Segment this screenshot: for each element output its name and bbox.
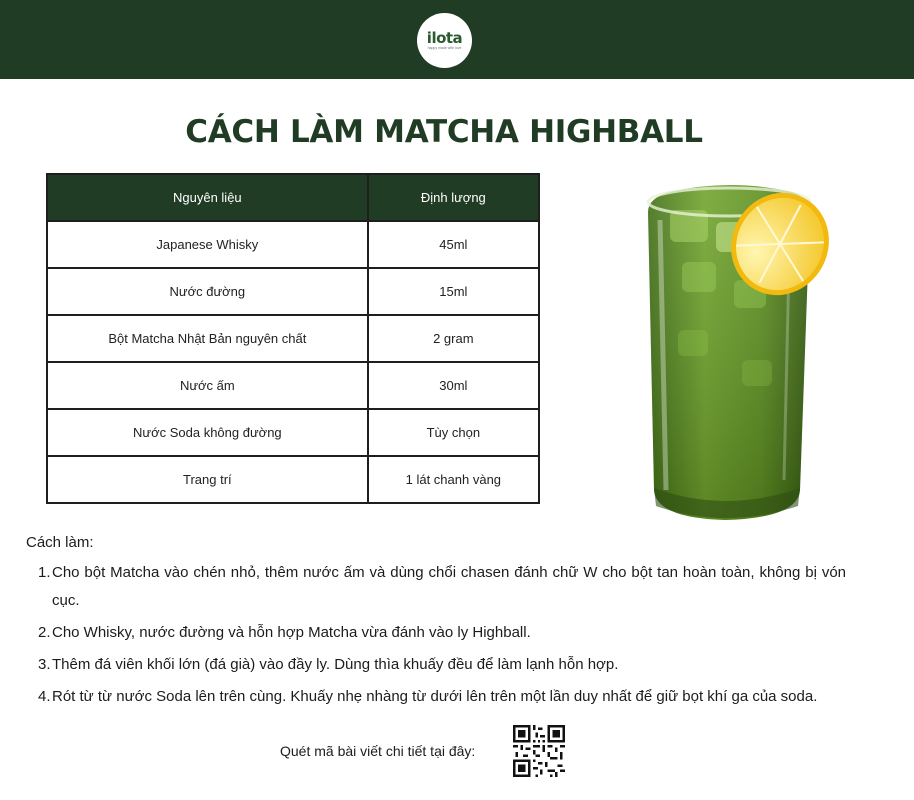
logo-tagline: happy made with love: [427, 45, 462, 50]
step-number: 3.: [38, 656, 51, 673]
matcha-highball-glass-icon: [630, 170, 840, 532]
list-item: [26, 683, 846, 711]
table-row: [47, 315, 539, 362]
logo-wordmark: ilota: [426, 28, 463, 47]
ingredient-cell: Nước đường: [47, 268, 368, 315]
amount-cell: 1 lát chanh vàng: [368, 456, 539, 503]
ingredient-cell: Trang trí: [47, 456, 368, 503]
amount-cell: 15ml: [368, 268, 539, 315]
page-title: CÁCH LÀM MATCHA HIGHBALL: [185, 114, 703, 150]
step-text: Rót từ từ nước Soda lên trên cùng. Khuấy nhẹ nhàng từ dưới lên trên một lần duy nhất để giữ bọt khí ga của soda.: [52, 688, 818, 705]
step-text: Cho Whisky, nước đường và hỗn hợp Matcha vừa đánh vào ly Highball.: [52, 624, 531, 641]
amount-cell: Tùy chọn: [368, 409, 539, 456]
table-header-amount: Định lượng: [368, 174, 539, 221]
amount-cell: 30ml: [368, 362, 539, 409]
brand-logo[interactable]: [417, 13, 472, 68]
table-header-ingredient: Nguyên liệu: [47, 174, 368, 221]
table-row: [47, 362, 539, 409]
list-item: [26, 619, 846, 647]
method-steps-list: [26, 559, 846, 711]
step-text: Cho bột Matcha vào chén nhỏ, thêm nước ấm và dùng chổi chasen đánh chữ W cho bột tan hoàn toàn, không bị vón cục.: [52, 564, 846, 609]
table-row: [47, 409, 539, 456]
table-row: [47, 456, 539, 503]
table-row: [47, 268, 539, 315]
ingredient-cell: Bột Matcha Nhật Bản nguyên chất: [47, 315, 368, 362]
ingredients-table: [46, 173, 540, 504]
qr-code-icon[interactable]: [513, 725, 565, 777]
amount-cell: 45ml: [368, 221, 539, 268]
step-number: 1.: [38, 564, 51, 581]
list-item: [26, 559, 846, 615]
table-row: [47, 221, 539, 268]
method-heading: Cách làm:: [26, 534, 94, 551]
step-text: Thêm đá viên khối lớn (đá già) vào đầy ly. Dùng thìa khuấy đều để làm lạnh hỗn hợp.: [52, 656, 619, 673]
ingredient-cell: Japanese Whisky: [47, 221, 368, 268]
step-number: 2.: [38, 624, 51, 641]
step-number: 4.: [38, 688, 51, 705]
ingredient-cell: Nước Soda không đường: [47, 409, 368, 456]
list-item: [26, 651, 846, 679]
amount-cell: 2 gram: [368, 315, 539, 362]
ingredient-cell: Nước ấm: [47, 362, 368, 409]
header-bar: [0, 0, 914, 79]
table-header-row: [47, 174, 539, 221]
qr-caption: Quét mã bài viết chi tiết tại đây:: [280, 743, 476, 759]
